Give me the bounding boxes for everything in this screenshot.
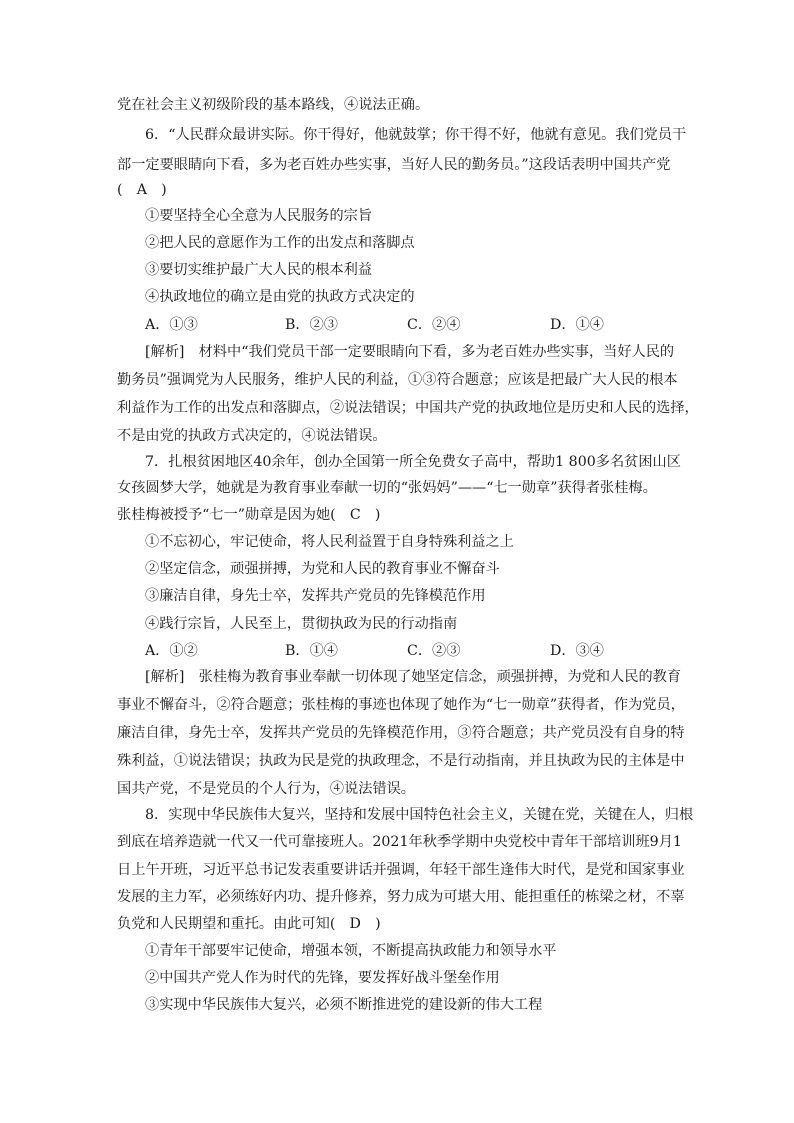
statement-3: ③要切实维护最广大人民的根本利益 [145,262,373,278]
statement-2: ②中国共产党人作为时代的先锋，要发挥好战斗堡垒作用 [145,970,500,986]
question-7-stem: 7．扎根贫困地区40余年，创办全国第一所全免费女子高中，帮助1 800多名贫困山区 [145,454,681,470]
text-line: 廉洁自律，身先士卒，发挥共产党员的先锋模范作用，③符合题意；共产党员没有自身的特 [117,725,685,741]
option-a: A．①② [145,643,198,659]
statement-3: ③廉洁自律，身先士卒，发挥共产党员的先锋模范作用 [145,588,486,604]
text-line: 党在社会主义初级阶段的基本路线，④说法正确。 [117,97,430,113]
text-line: 事业不懈奋斗，②符合题意；张桂梅的事迹也体现了她作为“七一勋章”获得者，作为党员， [117,697,685,713]
option-b: B．②③ [285,317,338,333]
analysis-text: [解析] 材料中“我们党员干部一定要眼睛向下看，多为老百姓办些实事，当好人民的 [145,344,675,360]
statement-1: ①要坚持全心全意为人民服务的宗旨 [145,208,373,224]
question-8-stem: 8．实现中华民族伟大复兴，坚持和发展中国特色社会主义，关键在党，关键在人，归根 [145,807,694,823]
text-line: 女孩圆梦大学，她就是为教育事业奉献一切的“张妈妈”——“七一勋章”获得者张桂梅。 [117,480,657,496]
text-line: 不是由党的执政方式决定的，④说法错误。 [117,428,387,444]
statement-2: ②坚定信念，顽强拼搏，为党和人民的教育事业不懈奋斗 [145,561,500,577]
text-line: 负党和人民期望和重托。由此可知( D ) [117,916,381,932]
text-line: 发展的主力军，必须练好内功、提升修养，努力成为可堪大用、能担重任的栋梁之材，不辜 [117,889,685,905]
text-line: 勤务员”强调党为人民服务，维护人民的利益，①③符合题意；应该是把最广大人民的根本 [117,372,678,388]
option-c: C．②③ [407,643,461,659]
statement-1: ①青年干部要牢记使命，增强本领，不断提高执政能力和领导水平 [145,943,557,959]
statement-4: ④执政地位的确立是由党的执政方式决定的 [145,289,415,305]
statement-1: ①不忘初心，牢记使命，将人民利益置于自身特殊利益之上 [145,534,514,550]
text-line: 张桂梅被授予“七一”勋章是因为她( C ) [117,507,381,523]
option-a: A．①③ [145,317,198,333]
text-line: 部一定要眼睛向下看，多为老百姓办些实事，当好人民的勤务员。”这段话表明中国共产党 [117,157,671,173]
text-line: 到底在培养造就一代又一代可靠接班人。2021年秋季学期中央党校中青年干部培训班9月1 [117,834,682,850]
question-6-stem: 6．“人民群众最讲实际。你干得好，他就鼓掌；你干得不好，他就有意见。我们党员干 [145,127,687,143]
text-line: 利益作为工作的出发点和落脚点，②说法错误；中国共产党的执政地位是历史和人民的选择， [117,400,699,416]
option-d: D．①④ [550,317,604,333]
statement-3: ③实现中华民族伟大复兴，必须不断推进党的建设新的伟大工程 [145,997,543,1013]
option-b: B．①④ [285,643,338,659]
text-line: 国共产党，不是党员的个人行为，④说法错误。 [117,781,415,797]
options-row [145,641,685,661]
option-d: D．③④ [550,643,604,659]
text-line: 殊利益，①说法错误；执政为民是党的执政理念，不是行动指南，并且执政为民的主体是中 [117,753,685,769]
text-line: 日上午开班，习近平总书记发表重要讲话并强调，年轻干部生逢伟大时代，是党和国家事业 [117,862,685,878]
analysis-text: [解析] 张桂梅为教育事业奉献一切体现了她坚定信念，顽强拼搏，为党和人民的教育 [145,669,682,685]
answer-bracket: ( A ) [117,182,167,198]
statement-4: ④践行宗旨，人民至上，贯彻执政为民的行动指南 [145,616,458,632]
options-row [145,315,685,335]
option-c: C．②④ [407,317,461,333]
statement-2: ②把人民的意愿作为工作的出发点和落脚点 [145,235,415,251]
